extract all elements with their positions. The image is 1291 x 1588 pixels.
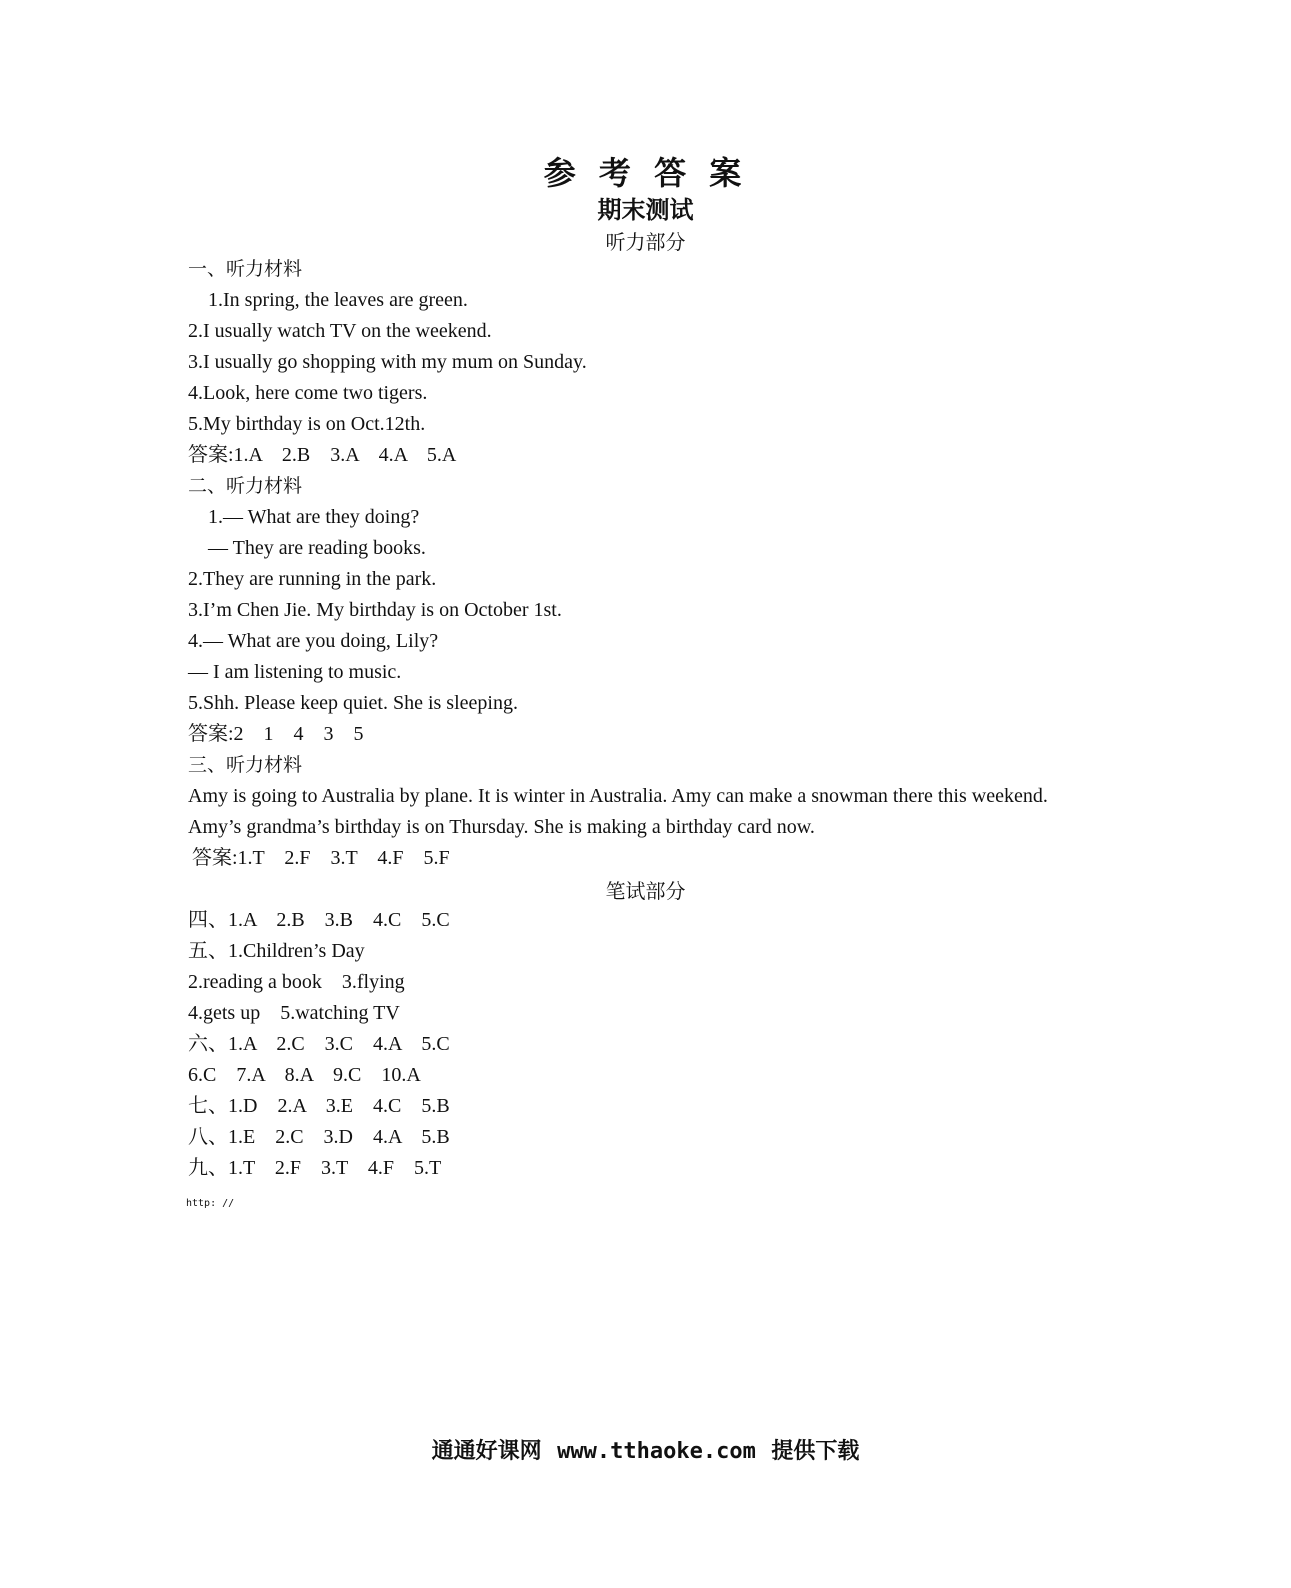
part2-line: 4.— What are you doing, Lily?: [188, 630, 439, 652]
part2-line: 3.I’m Chen Jie. My birthday is on October 1st.: [188, 599, 562, 621]
part1-line: 4.Look, here come two tigers.: [188, 382, 428, 404]
part2-line: 5.Shh. Please keep quiet. She is sleeping.: [188, 692, 518, 714]
part1-line: 1.In spring, the leaves are green.: [208, 289, 468, 311]
part2-answer: 答案:2 1 4 3 5: [188, 723, 364, 745]
writing-line: 八、1.E 2.C 3.D 4.A 5.B: [188, 1126, 450, 1148]
download-site-name: 通通好课网: [431, 1439, 542, 1464]
writing-line: 2.reading a book 3.flying: [188, 971, 405, 993]
part2-line: 2.They are running in the park.: [188, 568, 437, 590]
part3-heading: 三、听力材料: [188, 754, 303, 776]
part1-answer: 答案:1.A 2.B 3.A 4.A 5.A: [188, 444, 457, 466]
writing-line: 4.gets up 5.watching TV: [188, 1002, 400, 1024]
download-banner: [0, 1434, 1291, 1465]
part2-heading: 二、听力材料: [188, 475, 303, 497]
writing-section-title: 笔试部分: [605, 879, 686, 903]
part2-line: — They are reading books.: [208, 537, 426, 559]
part1-line: 3.I usually go shopping with my mum on Sunday.: [188, 351, 587, 373]
answer-content: [188, 254, 1058, 1184]
page-subtitle: 期末测试: [597, 196, 694, 224]
listening-section-title: 听力部分: [605, 230, 686, 254]
writing-line: 四、1.A 2.B 3.B 4.C 5.C: [188, 909, 450, 931]
part1-line: 2.I usually watch TV on the weekend.: [188, 320, 492, 342]
download-url[interactable]: www.tthaoke.com: [557, 1439, 756, 1464]
part1-line: 5.My birthday is on Oct.12th.: [188, 413, 426, 435]
footer-url: http: //: [186, 1198, 235, 1209]
part1-heading: 一、听力材料: [188, 258, 303, 280]
page-title: 参 考 答 案: [543, 154, 748, 192]
writing-line: 6.C 7.A 8.A 9.C 10.A: [188, 1064, 421, 1086]
part2-line: 1.— What are they doing?: [208, 506, 420, 528]
download-suffix: 提供下载: [771, 1439, 860, 1464]
part3-passage: Amy is going to Australia by plane. It is winter in Australia. Amy can make a snowman there this weekend. Amy’s grandma’s birthday is on Thursday. She is making a birthday card now.: [188, 785, 1048, 838]
writing-line: 五、1.Children’s Day: [188, 940, 365, 962]
part2-line: — I am listening to music.: [188, 661, 402, 683]
writing-line: 六、1.A 2.C 3.C 4.A 5.C: [188, 1033, 450, 1055]
writing-line: 七、1.D 2.A 3.E 4.C 5.B: [188, 1095, 450, 1117]
part3-answer: 答案:1.T 2.F 3.T 4.F 5.F: [192, 847, 450, 869]
writing-line: 九、1.T 2.F 3.T 4.F 5.T: [188, 1157, 442, 1179]
